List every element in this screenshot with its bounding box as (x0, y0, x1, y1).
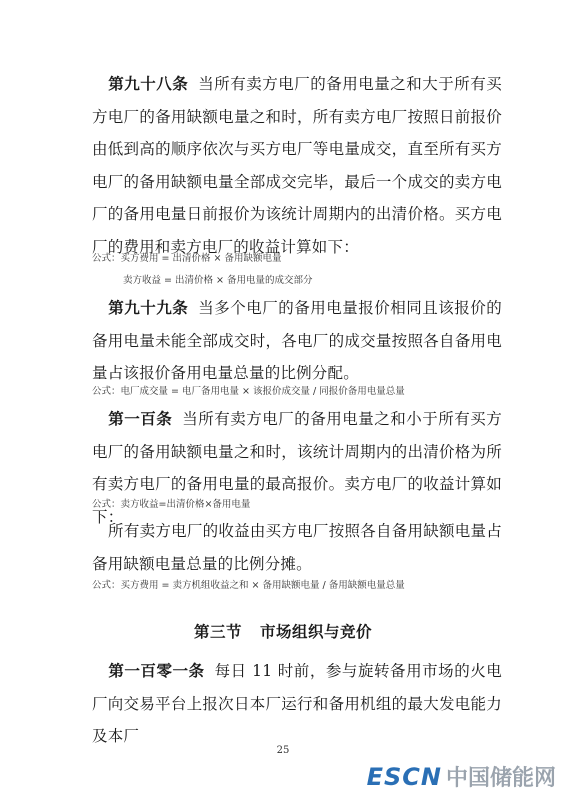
article-101-lead: 第一百零一条 (108, 661, 205, 680)
section-title: 市场组织与竞价 (260, 622, 373, 641)
article-98-formula-seller: 卖方收益 = 出清价格 × 备用电量的成交部分 (123, 275, 313, 286)
article-100-formula: 公式：卖方收益=出清价格×备用电量 (92, 499, 251, 510)
article-101 (92, 655, 502, 753)
escn-watermark-logo (367, 761, 556, 792)
article-98-body: 当所有卖方电厂的备用电量之和大于所有买方电厂的备用缺额电量之和时，所有卖方电厂按照日前报价由低到高的顺序依次与买方电厂等电量成交，直至所有买方电厂的备用缺额电量全部成交完毕，最后一个成交的卖方电厂的备用电量日前报价为该统计周期内的出清价格。买方电厂的费用和卖方电厂的收益计算如下： (92, 75, 502, 256)
article-100-formula-2: 公式：买方费用 = 卖方机组收益之和 × 备用缺额电量 / 备用缺额电量总量 (92, 580, 405, 591)
article-100-paragraph-2-text: 所有卖方电厂的收益由买方电厂按照各自备用缺额电量占备用缺额电量总量的比例分摊。 (92, 522, 502, 573)
page-number: 25 (276, 745, 290, 756)
article-99-formula: 公式：电厂成交量 = 电厂备用电量 × 该报价成交量 / 同报价备用电量总量 (92, 386, 405, 397)
article-99 (92, 292, 502, 390)
article-98 (92, 68, 502, 263)
article-100-body: 当所有卖方电厂的备用电量之和小于所有买方电厂的备用缺额电量之和时，该统计周期内的出清价格为所有卖方电厂的备用电量的最高报价。卖方电厂的收益计算如下： (92, 410, 502, 526)
article-98-formula-buyer: 公式：买方费用 = 出清价格 × 备用缺额电量 (92, 253, 282, 264)
article-98-lead: 第九十八条 (108, 74, 189, 93)
watermark-en: ESCN (366, 763, 442, 791)
watermark-cn: 中国储能网 (445, 766, 556, 791)
article-99-body: 当多个电厂的备用电量报价相同且该报价的备用电量未能全部成交时，各电厂的成交量按照各自备用电量占该报价备用电量总量的比例分配。 (92, 299, 502, 382)
article-100-lead: 第一百条 (108, 409, 173, 428)
section-heading (0, 620, 566, 642)
article-99-lead: 第九十九条 (108, 298, 189, 317)
article-100-paragraph-2 (92, 515, 502, 580)
article-100 (92, 403, 502, 533)
article-101-body: 每日 11 时前，参与旋转备用市场的火电厂向交易平台上报次日本厂运行和备用机组的最大发电能力及本厂 (92, 662, 502, 745)
section-number: 第三节 (193, 622, 242, 641)
